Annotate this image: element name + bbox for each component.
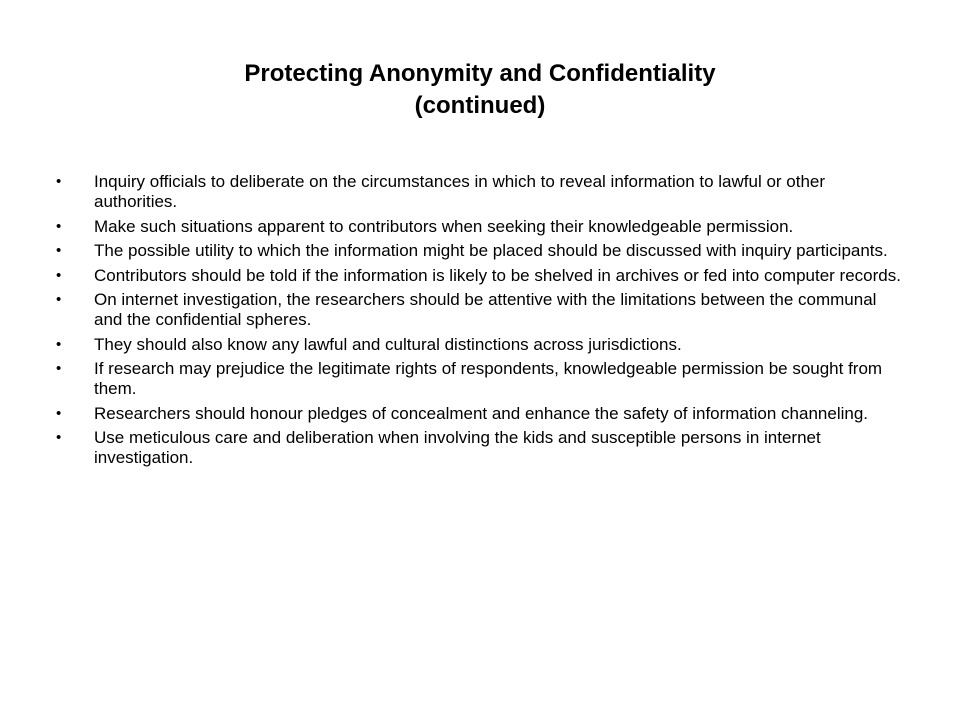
bullet-icon: • <box>56 335 62 353</box>
bullet-list <box>56 172 906 473</box>
slide-title-line-1: Protecting Anonymity and Confidentiality <box>244 60 716 87</box>
bullet-item-8 <box>56 404 906 424</box>
bullet-text-2: Make such situations apparent to contributors when seeking their knowledgeable permission. <box>94 216 794 236</box>
bullet-item-6 <box>56 335 906 355</box>
bullet-icon: • <box>56 242 62 259</box>
bullet-item-3 <box>56 241 906 261</box>
bullet-item-1 <box>56 172 906 212</box>
bullet-item-2 <box>56 217 906 237</box>
bullet-icon: • <box>56 429 62 446</box>
bullet-icon: • <box>56 404 62 422</box>
slide-title <box>0 58 960 122</box>
bullet-text-4: Contributors should be told if the information is likely to be shelved in archives or fed into computer records. <box>94 265 901 285</box>
bullet-icon: • <box>56 360 62 377</box>
bullet-icon: • <box>56 173 62 190</box>
bullet-text-7: If research may prejudice the legitimate rights of respondents, knowledgeable permission be sought from them. <box>94 359 883 398</box>
bullet-text-9: Use meticulous care and deliberation when involving the kids and susceptible persons in internet investigation. <box>94 428 821 467</box>
bullet-item-7 <box>56 359 906 399</box>
bullet-item-4 <box>56 266 906 286</box>
bullet-icon: • <box>56 217 62 235</box>
bullet-text-3: The possible utility to which the information might be placed should be discussed with inquiry participants. <box>94 241 888 260</box>
bullet-text-8: Researchers should honour pledges of concealment and enhance the safety of information channeling. <box>94 403 869 423</box>
bullet-item-9 <box>56 428 906 468</box>
bullet-text-5: On internet investigation, the researchers should be attentive with the limitations between the communal and the confidential spheres. <box>94 290 877 329</box>
bullet-icon: • <box>56 291 62 308</box>
bullet-text-6: They should also know any lawful and cultural distinctions across jurisdictions. <box>94 334 682 354</box>
bullet-icon: • <box>56 266 62 284</box>
bullet-item-5 <box>56 290 906 330</box>
bullet-text-1: Inquiry officials to deliberate on the circumstances in which to reveal information to lawful or other authorities. <box>94 172 826 211</box>
slide-title-line-2: (continued) <box>414 92 546 119</box>
